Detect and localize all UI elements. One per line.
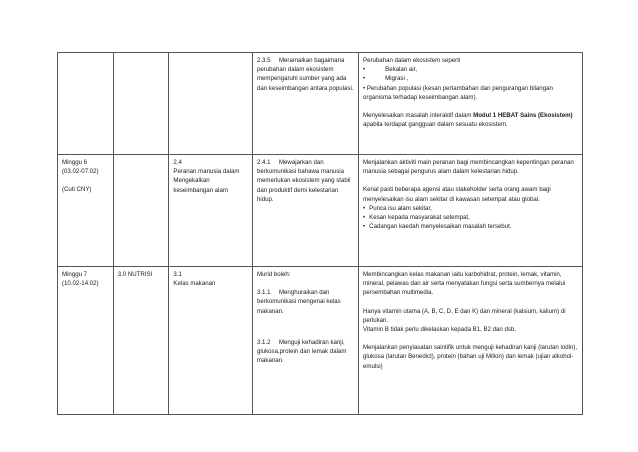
activity-bullet: • Punca isu alam sekitar, [363, 204, 578, 213]
objective-item [257, 338, 354, 366]
table-row [58, 155, 583, 267]
spacer [257, 279, 354, 288]
objective-number: 2.4.1 [256, 159, 271, 166]
theme-cell [113, 53, 169, 155]
spacer [363, 176, 578, 185]
standard-cell [169, 267, 253, 415]
objective-number: 2.3.5 [256, 57, 271, 64]
standard-cell [169, 53, 253, 155]
week-cell [58, 155, 114, 267]
lesson-plan-table [57, 52, 583, 415]
week-cell [58, 267, 114, 415]
objective-text: Menguji kehadiran kanji, glukosa,protein dan lemak dalam makanan. [256, 338, 347, 365]
module-name: Modul 1 HEBAT Sains (Ekosistem) [473, 112, 573, 120]
objective-text: Mewajarkan dan berkomunikasi bahawa manusia memerlukan ekosistem yang stabil dan produktif demi kelestarian hidup. [256, 159, 351, 203]
objectives-cell [252, 155, 358, 267]
activity-text: Kenal pasti beberapa agensi atau stakeholder serta orang awam bagi menyelesaikan isu alam sekitar di kawasan setempat atau global. [363, 186, 551, 203]
objective-number: 3.1.2 [256, 338, 271, 346]
activity-text: Hanya vitamin utama (A, B, C, D, E dan K) dan mineral (kalsium, kalium) di perlukan. [363, 307, 566, 324]
activities-cell [359, 53, 583, 155]
week-note: (Cuti CNY) [62, 186, 92, 194]
activity-bullet: • Migrasi , [363, 74, 578, 83]
objective-text: Menghuraikan dan berkomunikasi mengenai kelas makanan. [256, 289, 341, 315]
activities-cell [359, 155, 583, 267]
standard-number: 3.1 [173, 271, 182, 278]
activities-cell [359, 267, 583, 415]
activity-text [363, 111, 578, 129]
objective-item [257, 288, 354, 316]
activity-text-part: Menyelesaikan masalah interaktif dalam [363, 112, 472, 120]
objectives-cell [252, 53, 358, 155]
spacer [363, 298, 578, 307]
objectives-cell [252, 267, 358, 415]
objective-number: 3.1.1 [256, 289, 271, 297]
theme-cell [113, 267, 169, 415]
standard-text: Peranan manusia dalam Mengekalkan keseimbangan alam [173, 168, 240, 194]
standard-cell [169, 155, 253, 267]
theme-cell [113, 155, 169, 267]
week-cell [58, 53, 114, 155]
week-label: Minggu 6 [62, 159, 88, 166]
spacer [62, 176, 109, 185]
week-label: Minggu 7 [62, 271, 88, 278]
activity-text: Menjalankan penyiasatan saintifik untuk menguji kehadiran kanji (larutan iodin), glukosa (larutan Benedict), protein (bahan uji Millon) dan lemak (ujian alkohol-emulsi) [363, 344, 578, 370]
activity-text: • Perubahan populasi (kesan pertambahan dan pengurangan bilangan organisma terhadap keseimbangan alam). [363, 84, 553, 101]
week-dates: (10.02-14.02) [62, 280, 99, 288]
standard-number: 2.4 [173, 159, 182, 166]
spacer [257, 316, 354, 338]
activity-text: Perubahan dalam ekosistem seperti [363, 57, 461, 64]
activity-text: Vitamin B tidak perlu dikelaskan kepada B1, B2 dan dsb. [363, 326, 517, 334]
objective-text: Meramalkan bagaimana perubahan dalam ekosistem mempengaruhi sumber yang ada dan keseimbangan antara populasi. [256, 57, 354, 92]
activity-text: Menjalankan aktiviti main peranan bagi membincangkan kepentingan peranan manusia sebagai pengurus alam dalam kelestarian hidup. [363, 159, 574, 176]
activity-bullet: • Kesan kepada masyarakat setempat, [363, 213, 578, 222]
activity-text-part: apabila terdapat gangguan dalam sesuatu ekosistem. [363, 121, 508, 129]
activity-text: Membincangkan kelas makanan iaitu karbohidrat, protein, lemak, vitamin, mineral, pelawas dan air serta menyatakan fungsi serta sumbernya melalui persembahan multimedia. [363, 271, 566, 297]
spacer [363, 334, 578, 343]
objectives-intro: Murid boleh: [256, 271, 291, 278]
week-dates: (03.02-07.02) [62, 168, 99, 176]
standard-text: Kelas makanan [173, 280, 216, 288]
table-row [58, 267, 583, 415]
activity-bullet: • Bekalan air, [363, 65, 578, 74]
table-row [58, 53, 583, 155]
theme-label: 3.0 NUTRISI [117, 271, 153, 278]
activity-bullet: • Cadangan kaedah menyelesaikan masalah tersebut. [363, 222, 578, 231]
spacer [363, 102, 578, 111]
